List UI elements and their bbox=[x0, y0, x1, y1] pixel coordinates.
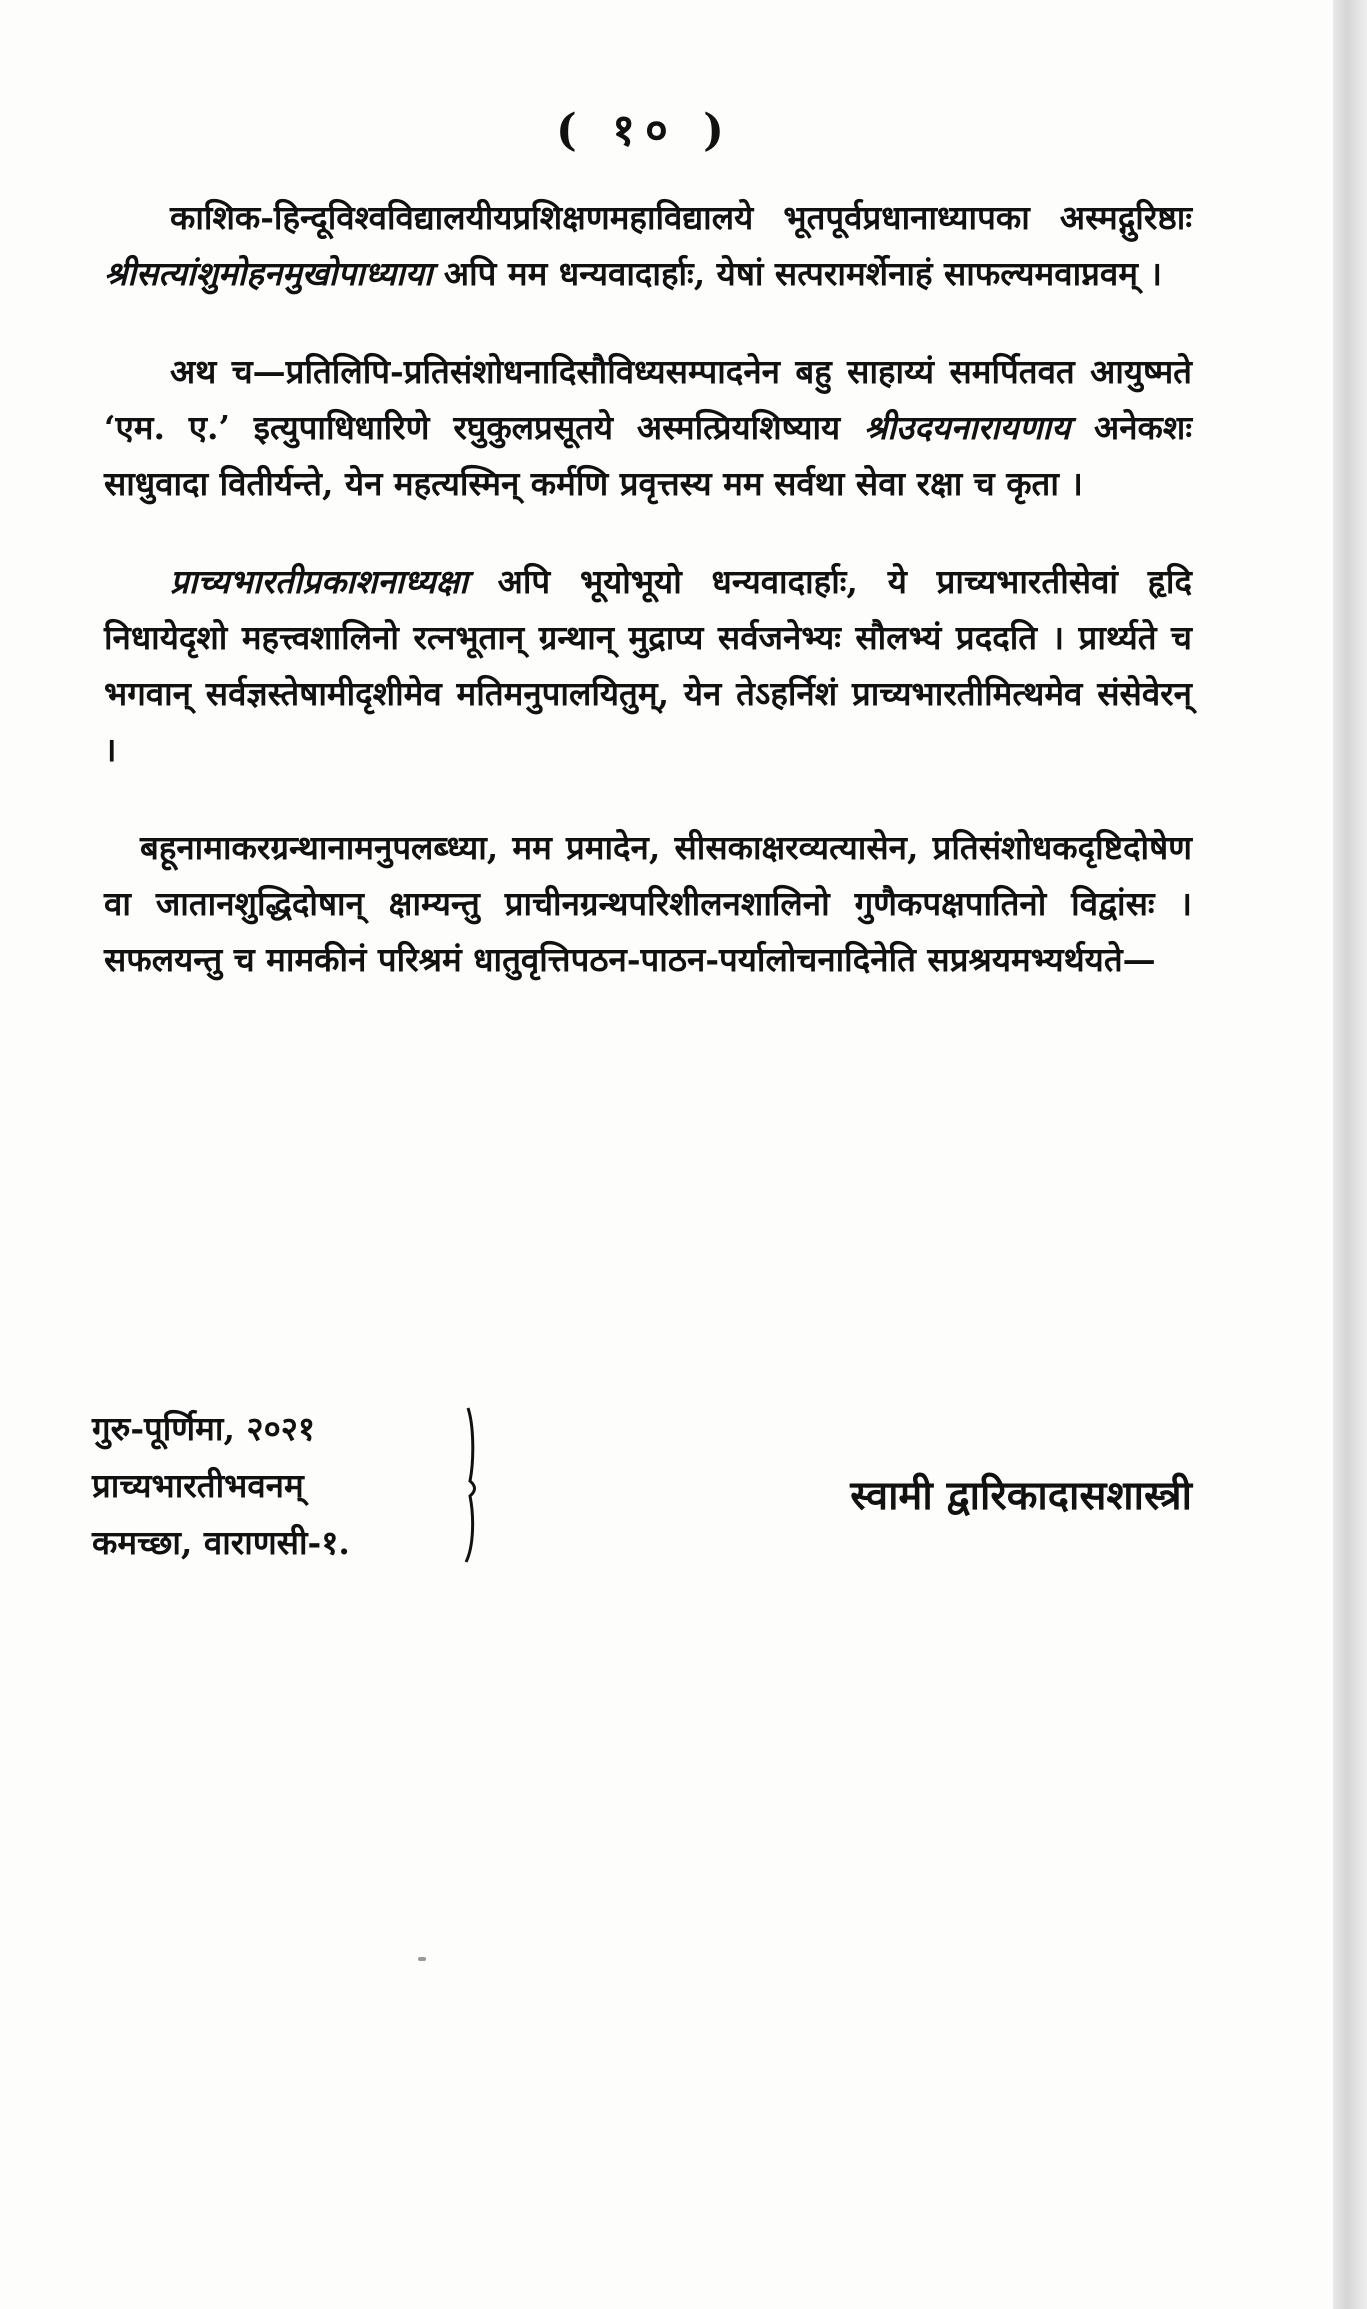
paragraph-text: अनेकशः साधुवादा वितीर्यन्ते, येन महत्यस्मिन् कर्मणि प्रवृत्तस्य मम सर्वथा सेवा रक्षा च कृता । bbox=[104, 408, 1192, 503]
page-edge-shadow bbox=[1333, 0, 1367, 2309]
paragraph-acknowledgement-teacher bbox=[104, 190, 1192, 302]
person-name: श्रीसत्यांशुमोहनमुखोपाध्याया bbox=[104, 254, 433, 293]
place-line-1: प्राच्यभारतीभवनम् bbox=[92, 1466, 304, 1505]
paragraph-acknowledgement-student bbox=[104, 344, 1192, 512]
paragraph-apology bbox=[104, 820, 1192, 988]
paragraph-text: अपि भूयोभूयो धन्यवादार्हाः, ये प्राच्यभारतीसेवां हृदि निधायेदृशो महत्त्वशालिनो रत्नभूतान् ग्रन्थान् मुद्राप्य सर्वजनेभ्यः सौलभ्यं प्रददति । प्रार्थ्यते च भगवान् सर्वज्ञस्तेषामीदृशीमेव मतिमनुपालयितुम्, येन तेऽहर्निशं प्राच्यभारतीमित्थमेव संसेवेरन् । bbox=[104, 562, 1192, 769]
paragraph-acknowledgement-publisher bbox=[104, 554, 1192, 778]
date-line: गुरु-पूर्णिमा, २०२१ bbox=[92, 1409, 316, 1448]
publisher-name: प्राच्यभारतीप्रकाशनाध्यक्षा bbox=[170, 562, 468, 601]
page-number: ( १० ) bbox=[555, 105, 735, 156]
signature-block bbox=[92, 1400, 1192, 1590]
person-name: श्रीउदयनारायणाय bbox=[863, 408, 1071, 447]
paper-speck bbox=[418, 1957, 426, 1961]
preface-body bbox=[104, 190, 1192, 1030]
paragraph-text: अथ च—प्रतिलिपि-प्रतिसंशोधनादिसौविध्यसम्पादनेन बहु साहाय्यं समर्पितवत आयुष्मते ‘एम. ए.’ इत्युपाधिधारिणे रघुकुलप्रसूतये अस्मत्प्रियशिष्याय bbox=[104, 352, 1192, 447]
place-line-2: कमच्छा, वाराणसी-१. bbox=[92, 1523, 350, 1562]
author-signature: स्वामी द्वारिकादासशास्त्री bbox=[850, 1472, 1192, 1519]
brace-mark bbox=[462, 1406, 478, 1564]
paragraph-text: बहूनामाकरग्रन्थानामनुपलब्ध्या, मम प्रमादेन, सीसकाक्षरव्यत्यासेन, प्रतिसंशोधकदृष्टिदोषेण वा जातानशुद्धिदोषान् क्षाम्यन्तु प्राचीनग्रन्थपरिशीलनशालिनो गुणैकपक्षपातिनो विद्वांसः । सफलयन्तु च मामकीनं परिश्रमं धातुवृत्तिपठन-पाठन-पर्यालोचनादिनेति सप्रश्रयमभ्यर्थयते— bbox=[104, 828, 1192, 979]
paragraph-text: अपि मम धन्यवादार्हाः, येषां सत्परामर्शेनाहं साफल्यमवाप्नवम् । bbox=[432, 254, 1162, 293]
date-place bbox=[92, 1400, 350, 1571]
paragraph-text: काशिक-हिन्दूविश्वविद्यालयीयप्रशिक्षणमहाविद्यालये भूतपूर्वप्रधानाध्यापका अस्मद्गुरिष्ठाः bbox=[170, 198, 1192, 237]
